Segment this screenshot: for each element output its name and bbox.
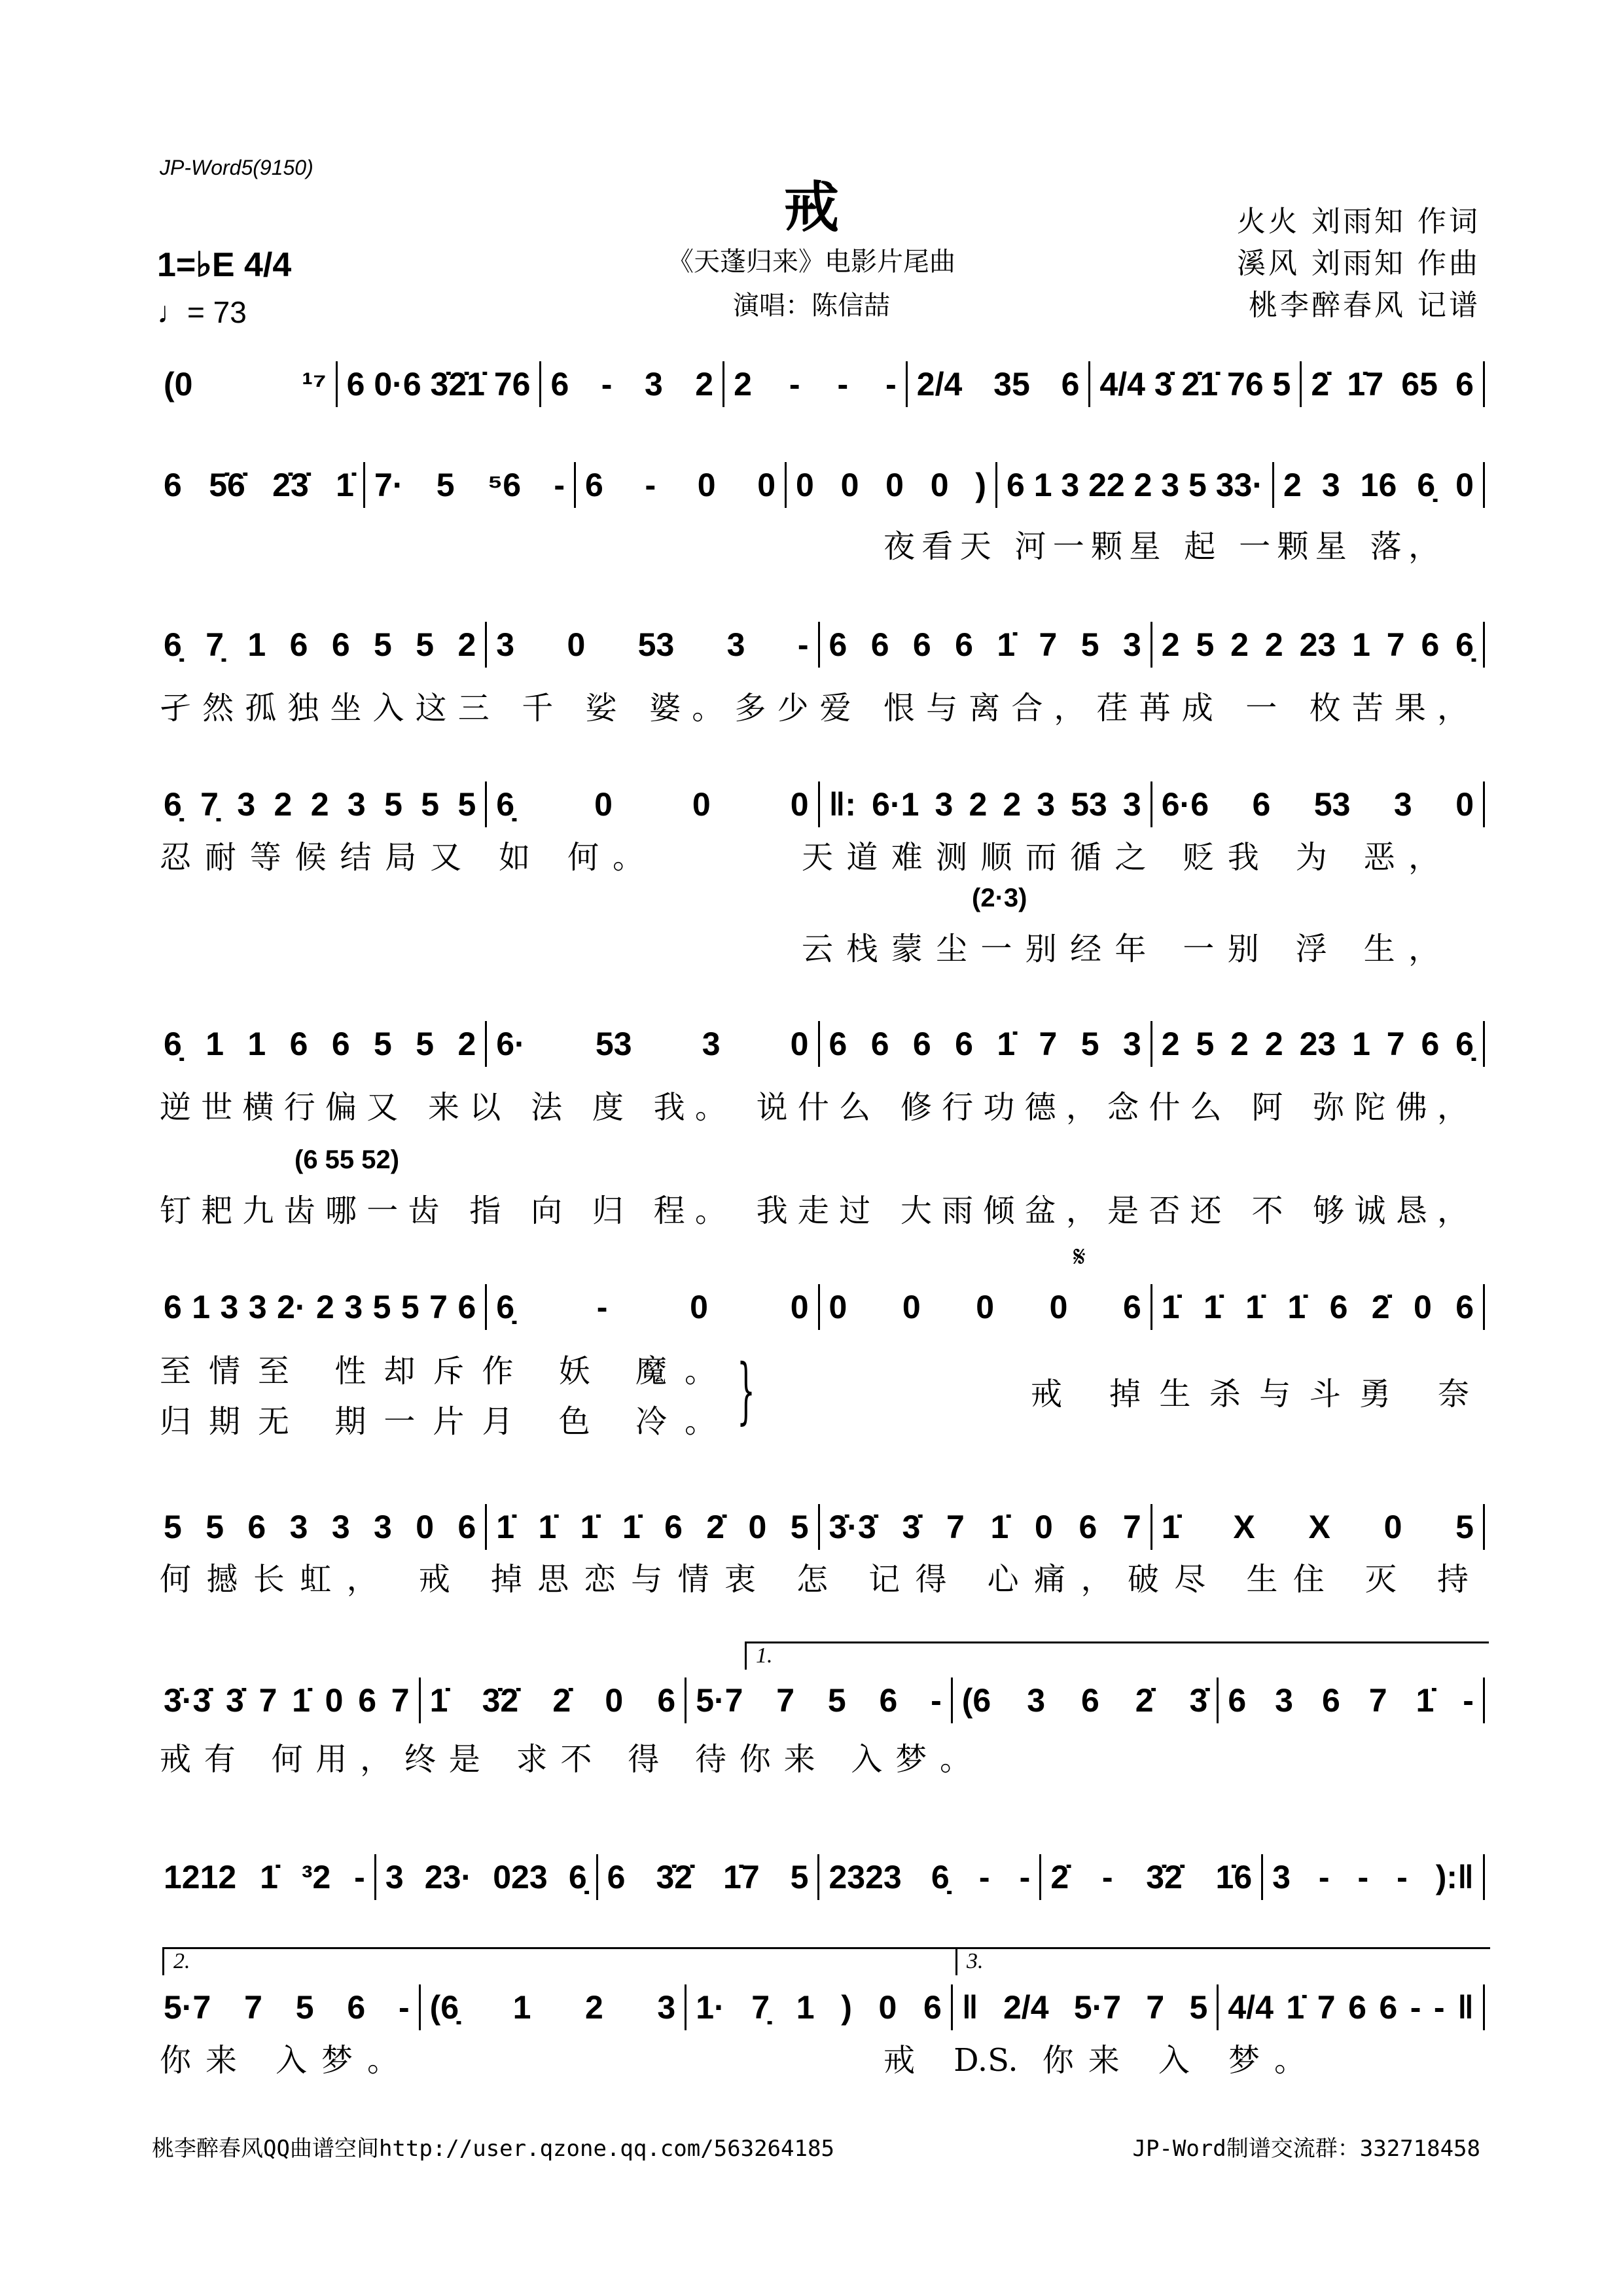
measure: 0 0 0 0 6 xyxy=(818,1284,1150,1330)
measure: 3 - - - ):‖ xyxy=(1261,1854,1483,1900)
measure: 6̣ - 0 0 xyxy=(485,1284,817,1330)
score-row xyxy=(154,781,1485,827)
measure: 2̇ - 3̇2̇ 1̇6 xyxy=(1039,1854,1261,1900)
measure: 1212 1̇ ³2 - xyxy=(164,1859,365,1895)
measure: 4/4 3̇ 2̇1̇ 76 5 xyxy=(1088,361,1300,407)
measure: 6 - 3 2 xyxy=(539,361,722,407)
lyric-line: 至情至 性却斥作 妖 魔。 xyxy=(160,1353,716,1390)
singer: 演唱：陈信喆 xyxy=(733,291,890,321)
measure: 2̇ 1̇7 65 6 xyxy=(1300,361,1483,407)
measure: 6̣ 7̣ 1 6 6 5 5 2 xyxy=(164,626,476,663)
tempo-marking: ♩= 73 xyxy=(157,295,247,329)
measure: 6̣ 7̣ 3 2 2 3 5 5 5 xyxy=(164,786,476,823)
score-row xyxy=(154,622,1485,668)
measure: 2 5 2 2 23 1 7 6 6̣ xyxy=(1150,1021,1483,1067)
footer-left: 桃李醉春风QQ曲谱空间http://user.qzone.qq.com/563264185 xyxy=(152,2136,834,2162)
lyricist-credit: 火火 刘雨知 作词 xyxy=(1237,205,1480,238)
segno-sign: 𝄋 xyxy=(1073,1240,1086,1274)
score-row xyxy=(154,361,1485,407)
volta-3: 3. xyxy=(955,1947,1490,1975)
measure: 2/4 35 6 xyxy=(906,361,1089,407)
lyric-line: 戒 掉生杀与斗勇 奈 xyxy=(1031,1376,1469,1412)
measure: 5 5 6 3 3 3 0 6 xyxy=(164,1509,476,1545)
measure: 3 23· 023 6̣ xyxy=(374,1854,596,1900)
key-signature: 1=♭E 4/4 xyxy=(157,246,292,284)
measure: 5·7 7 5 6 - xyxy=(164,1989,410,2026)
measure: 6· 53 3 0 xyxy=(485,1021,817,1067)
score-row xyxy=(154,1021,1485,1067)
volta-1: 1. xyxy=(745,1641,1489,1670)
measure: 6 1 3 22 2 3 5 33· xyxy=(995,462,1272,508)
score-row xyxy=(154,462,1485,508)
transcriber-credit: 桃李醉春风 记谱 xyxy=(1249,289,1480,322)
lyric-line: 孑然孤独坐入这三 千 娑 婆。多少爱 恨与离合，荏苒成 一 枚苦果， xyxy=(160,690,1469,726)
measure: 6̣ 1 1 6 6 5 5 2 xyxy=(164,1026,476,1062)
lyric-line: 戒有 何用，终是 求不 得 待你来 入梦。 xyxy=(160,1741,971,1778)
measure: 7· 5 ⁵6 - xyxy=(363,462,574,508)
measure: 6 5̇6̇ 2̇3̇ 1̇ xyxy=(164,467,354,503)
measure: 1̇ 3̇2̇ 2̇ 0 6 xyxy=(419,1677,685,1723)
measure: 6·6 6 53 3 0 xyxy=(1150,781,1483,827)
song-title: 戒 xyxy=(783,175,839,240)
lyric-line: 钉耙九齿哪一齿 指 向 归 程。 我走过 大雨倾盆，是否还 不 够诚恳， xyxy=(160,1193,1469,1229)
measure: 1· 7̣ 1 ) 0 6 xyxy=(685,1984,951,2030)
measure: 6 6 6 6 1̇ 7 5 3 xyxy=(818,622,1150,668)
lyric-line: 云栈蒙尘一别经年 一别 浮 生， xyxy=(802,931,1440,967)
variant-notes: (6 55 52) xyxy=(294,1145,400,1174)
score-row xyxy=(154,1984,1485,2030)
measure: 3 0 53 3 - xyxy=(485,622,817,668)
measure: 5·7 7 5 6 - xyxy=(685,1677,951,1723)
measure: 6 3̇2̇ 1̇7 5 xyxy=(596,1854,818,1900)
measure: 6 0·6 3̇2̇1̇ 76 xyxy=(336,361,540,407)
measure: 4/4 1̇ 7 6 6 - - ‖ xyxy=(1217,1984,1483,2030)
measure: (6 3 6 2̇ 3̇ xyxy=(951,1677,1217,1723)
lyric-line: 天道难测顺而循之 贬我 为 恶， xyxy=(802,839,1440,876)
subtitle: 《天蓬归来》电影片尾曲 xyxy=(668,247,955,277)
volta-2: 2. xyxy=(162,1947,955,1975)
lyric-line: 归期无 期一片月 色 冷。 xyxy=(160,1403,716,1440)
score-row xyxy=(154,1284,1485,1330)
score-row xyxy=(154,1677,1485,1723)
footer-right: JP-Word制谱交流群：332718458 xyxy=(1132,2136,1480,2162)
software-label: JP-Word5(9150) xyxy=(160,156,313,179)
lyric-line: 戒 D.S. 你来 入 梦。 xyxy=(883,2042,1306,2079)
measure: 2 5 2 2 23 1 7 6 6̣ xyxy=(1150,622,1483,668)
measure: 6 1 3 3 2· 2 3 5 5 7 6 xyxy=(164,1289,476,1325)
measure: 6 3 6 7 1̇ - xyxy=(1217,1677,1483,1723)
measure: ‖: 6·1 3 2 2 3 53 3 xyxy=(818,781,1150,827)
measure: 6̣ 0 0 0 xyxy=(485,781,817,827)
measure: 3̇·3̇ 3̇ 7 1̇ 0 6 7 xyxy=(164,1682,410,1719)
lyric-line: 何撼长虹， 戒 掉思恋与情衷 怎 记得 心痛，破尽 生住 灭 持 xyxy=(160,1561,1469,1598)
score-row xyxy=(154,1504,1485,1550)
lyric-line: 忍耐等候结局又 如 何。 xyxy=(160,839,644,876)
measure: 2323 6̣ - - xyxy=(817,1854,1039,1900)
measure: 3̇·3̇ 3̇ 7 1̇ 0 6 7 xyxy=(818,1504,1150,1550)
measure: (0 ¹⁷ xyxy=(164,366,327,403)
measure: 1̇ 1̇ 1̇ 1̇ 6 2̇ 0 6 xyxy=(1150,1284,1483,1330)
score-row xyxy=(154,1854,1485,1900)
measure: 2 3 16 6̣ 0 xyxy=(1272,462,1483,508)
measure: 0 0 0 0 ) xyxy=(785,462,995,508)
measure: 6 - 0 0 xyxy=(574,462,785,508)
verse-brace: } xyxy=(737,1348,755,1432)
measure: ‖ 2/4 5·7 7 5 xyxy=(951,1984,1217,2030)
lyric-line: 夜看天 河一颗星 起 一颗星 落， xyxy=(883,528,1440,565)
variant-notes: (2·3) xyxy=(972,884,1027,912)
measure: (6̣ 1 2 3 xyxy=(419,1984,685,2030)
measure: 6 6 6 6 1̇ 7 5 3 xyxy=(818,1021,1150,1067)
lyric-line: 逆世横行偏又 来以 法 度 我。 说什么 修行功德，念什么 阿 弥陀佛， xyxy=(160,1089,1469,1126)
measure: 1̇ X X 0 5 xyxy=(1150,1504,1483,1550)
measure: 2 - - - xyxy=(722,361,906,407)
composer-credit: 溪风 刘雨知 作曲 xyxy=(1237,247,1480,280)
lyric-line: 你来 入梦。 xyxy=(160,2042,399,2079)
measure: 1̇ 1̇ 1̇ 1̇ 6 2̇ 0 5 xyxy=(485,1504,817,1550)
